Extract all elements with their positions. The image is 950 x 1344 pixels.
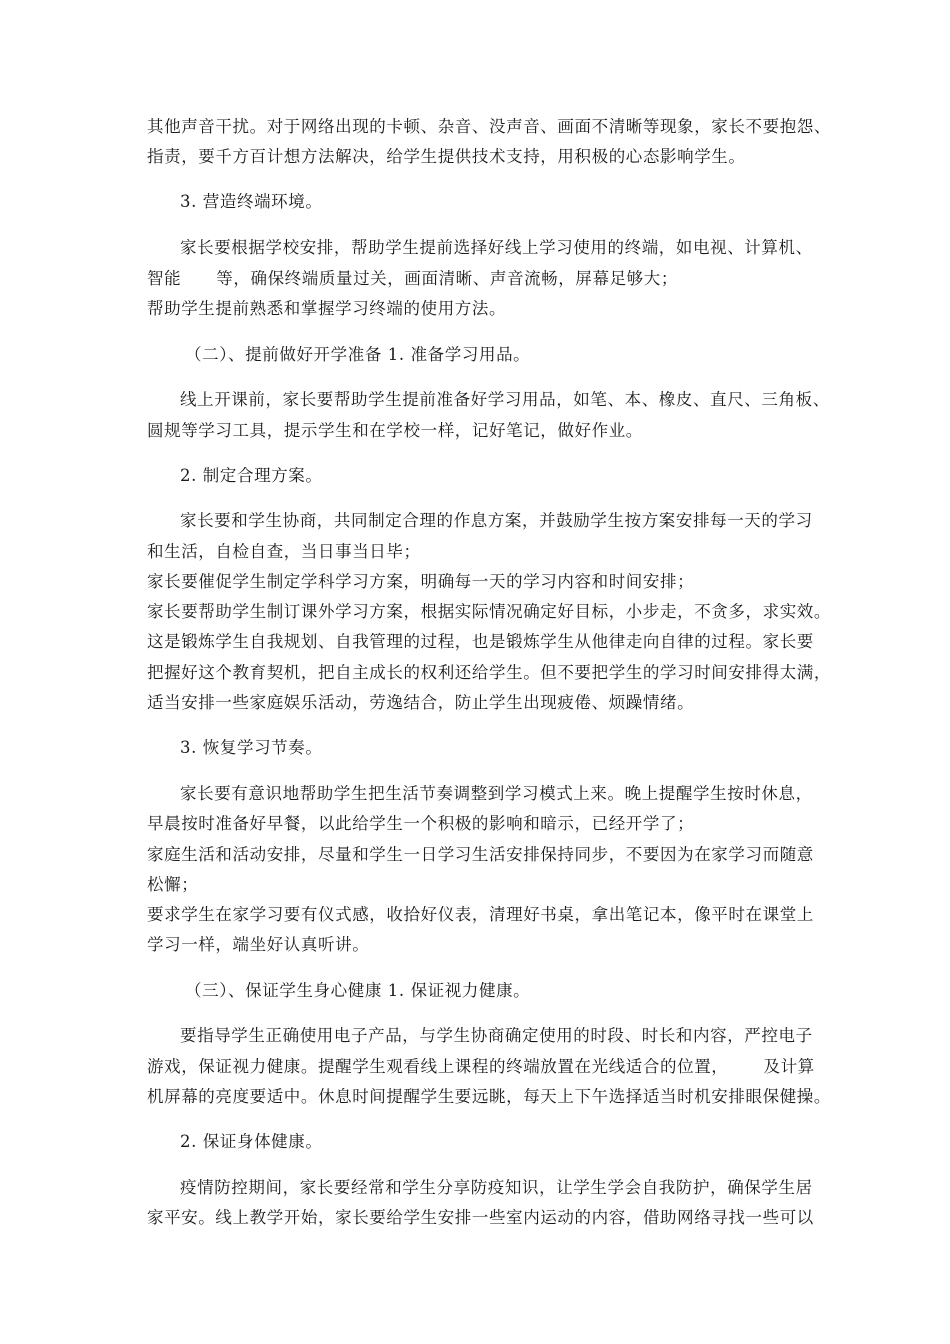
paragraph-line: 松懈； [147, 875, 199, 894]
paragraph-line: 和生活，自检自查，当日事当日毕； [147, 542, 421, 561]
paragraph-line: 线上开课前，家长要帮助学生提前准备好学习用品，如笔、本、橡皮、直尺、三角板、 [180, 390, 830, 409]
paragraph-line: 家长要根据学校安排，帮助学生提前选择好线上学习使用的终端，如电视、计算机、 [180, 238, 813, 257]
paragraph-line: 家长要帮助学生制订课外学习方案，根据实际情况确定好目标，小步走，不贪多，求实效。 [147, 602, 831, 621]
paragraph-line: 智能 等，确保终端质量过关，画面清晰、声音流畅，屏幕足够大； [147, 269, 678, 288]
section-heading: （三）、保证学生身心健康 1. 保证视力健康。 [185, 981, 531, 1000]
paragraph-line: 把握好这个教育契机，把自主成长的权利还给学生。但不要把学生的学习时间安排得太满， [147, 663, 831, 682]
paragraph-line: 其他声音干扰。对于网络出现的卡顿、杂音、没声音、画面不清晰等现象，家长不要抱怨、 [147, 117, 831, 136]
paragraph-line: 家长要催促学生制定学科学习方案，明确每一天的学习内容和时间安排； [147, 572, 695, 591]
paragraph-line: 适当安排一些家庭娱乐活动，劳逸结合，防止学生出现疲倦、烦躁情绪。 [147, 693, 695, 712]
paragraph-line: 帮助学生提前熟悉和掌握学习终端的使用方法。 [147, 299, 507, 318]
subsection-heading: 2. 制定合理方案。 [180, 466, 323, 485]
paragraph-line: 家长要有意识地帮助学生把生活节奏调整到学习模式上来。晚上提醒学生按时休息， [180, 784, 813, 803]
paragraph-line: 家平安。线上教学开始，家长要给学生安排一些室内运动的内容，借助网络寻找一些可以 [147, 1208, 814, 1227]
subsection-heading: 3. 恢复学习节奏。 [180, 738, 323, 757]
paragraph-line: 早晨按时准备好早餐，以此给学生一个积极的影响和暗示，已经开学了； [147, 814, 695, 833]
paragraph-line: 家庭生活和活动安排，尽量和学生一日学习生活安排保持同步，不要因为在家学习而随意 [147, 845, 814, 864]
paragraph-line: 这是锻炼学生自我规划、自我管理的过程，也是锻炼学生从他律走向自律的过程。家长要 [147, 632, 814, 651]
paragraph-line: 游戏，保证视力健康。提醒学生观看线上课程的终端放置在光线适合的位置， 及计算 [147, 1057, 815, 1076]
paragraph-line: 机屏幕的亮度要适中。休息时间提醒学生要远眺，每天上下午选择适当时机安排眼保健操。 [147, 1087, 831, 1106]
subsection-heading: 2. 保证身体健康。 [180, 1132, 323, 1151]
paragraph-line: 学习一样，端坐好认真听讲。 [147, 935, 370, 954]
paragraph-line: 要求学生在家学习要有仪式感，收拾好仪表，清理好书桌，拿出笔记本，像平时在课堂上 [147, 905, 814, 924]
paragraph-line: 指责，要千方百计想方法解决，给学生提供技术支持，用积极的心态影响学生。 [147, 147, 746, 166]
section-heading: （二）、提前做好开学准备 1. 准备学习用品。 [185, 345, 531, 364]
paragraph-line: 圆规等学习工具，提示学生和在学校一样，记好笔记，做好作业。 [147, 421, 643, 440]
paragraph-line: 要指导学生正确使用电子产品，与学生协商确定使用的时段、时长和内容，严控电子 [180, 1026, 813, 1045]
subsection-heading: 3. 营造终端环境。 [180, 192, 323, 211]
paragraph-line: 家长要和学生协商，共同制定合理的作息方案，并鼓励学生按方案安排每一天的学习 [180, 511, 813, 530]
paragraph-line: 疫情防控期间，家长要经常和学生分享防疫知识，让学生学会自我防护，确保学生居 [180, 1178, 813, 1197]
